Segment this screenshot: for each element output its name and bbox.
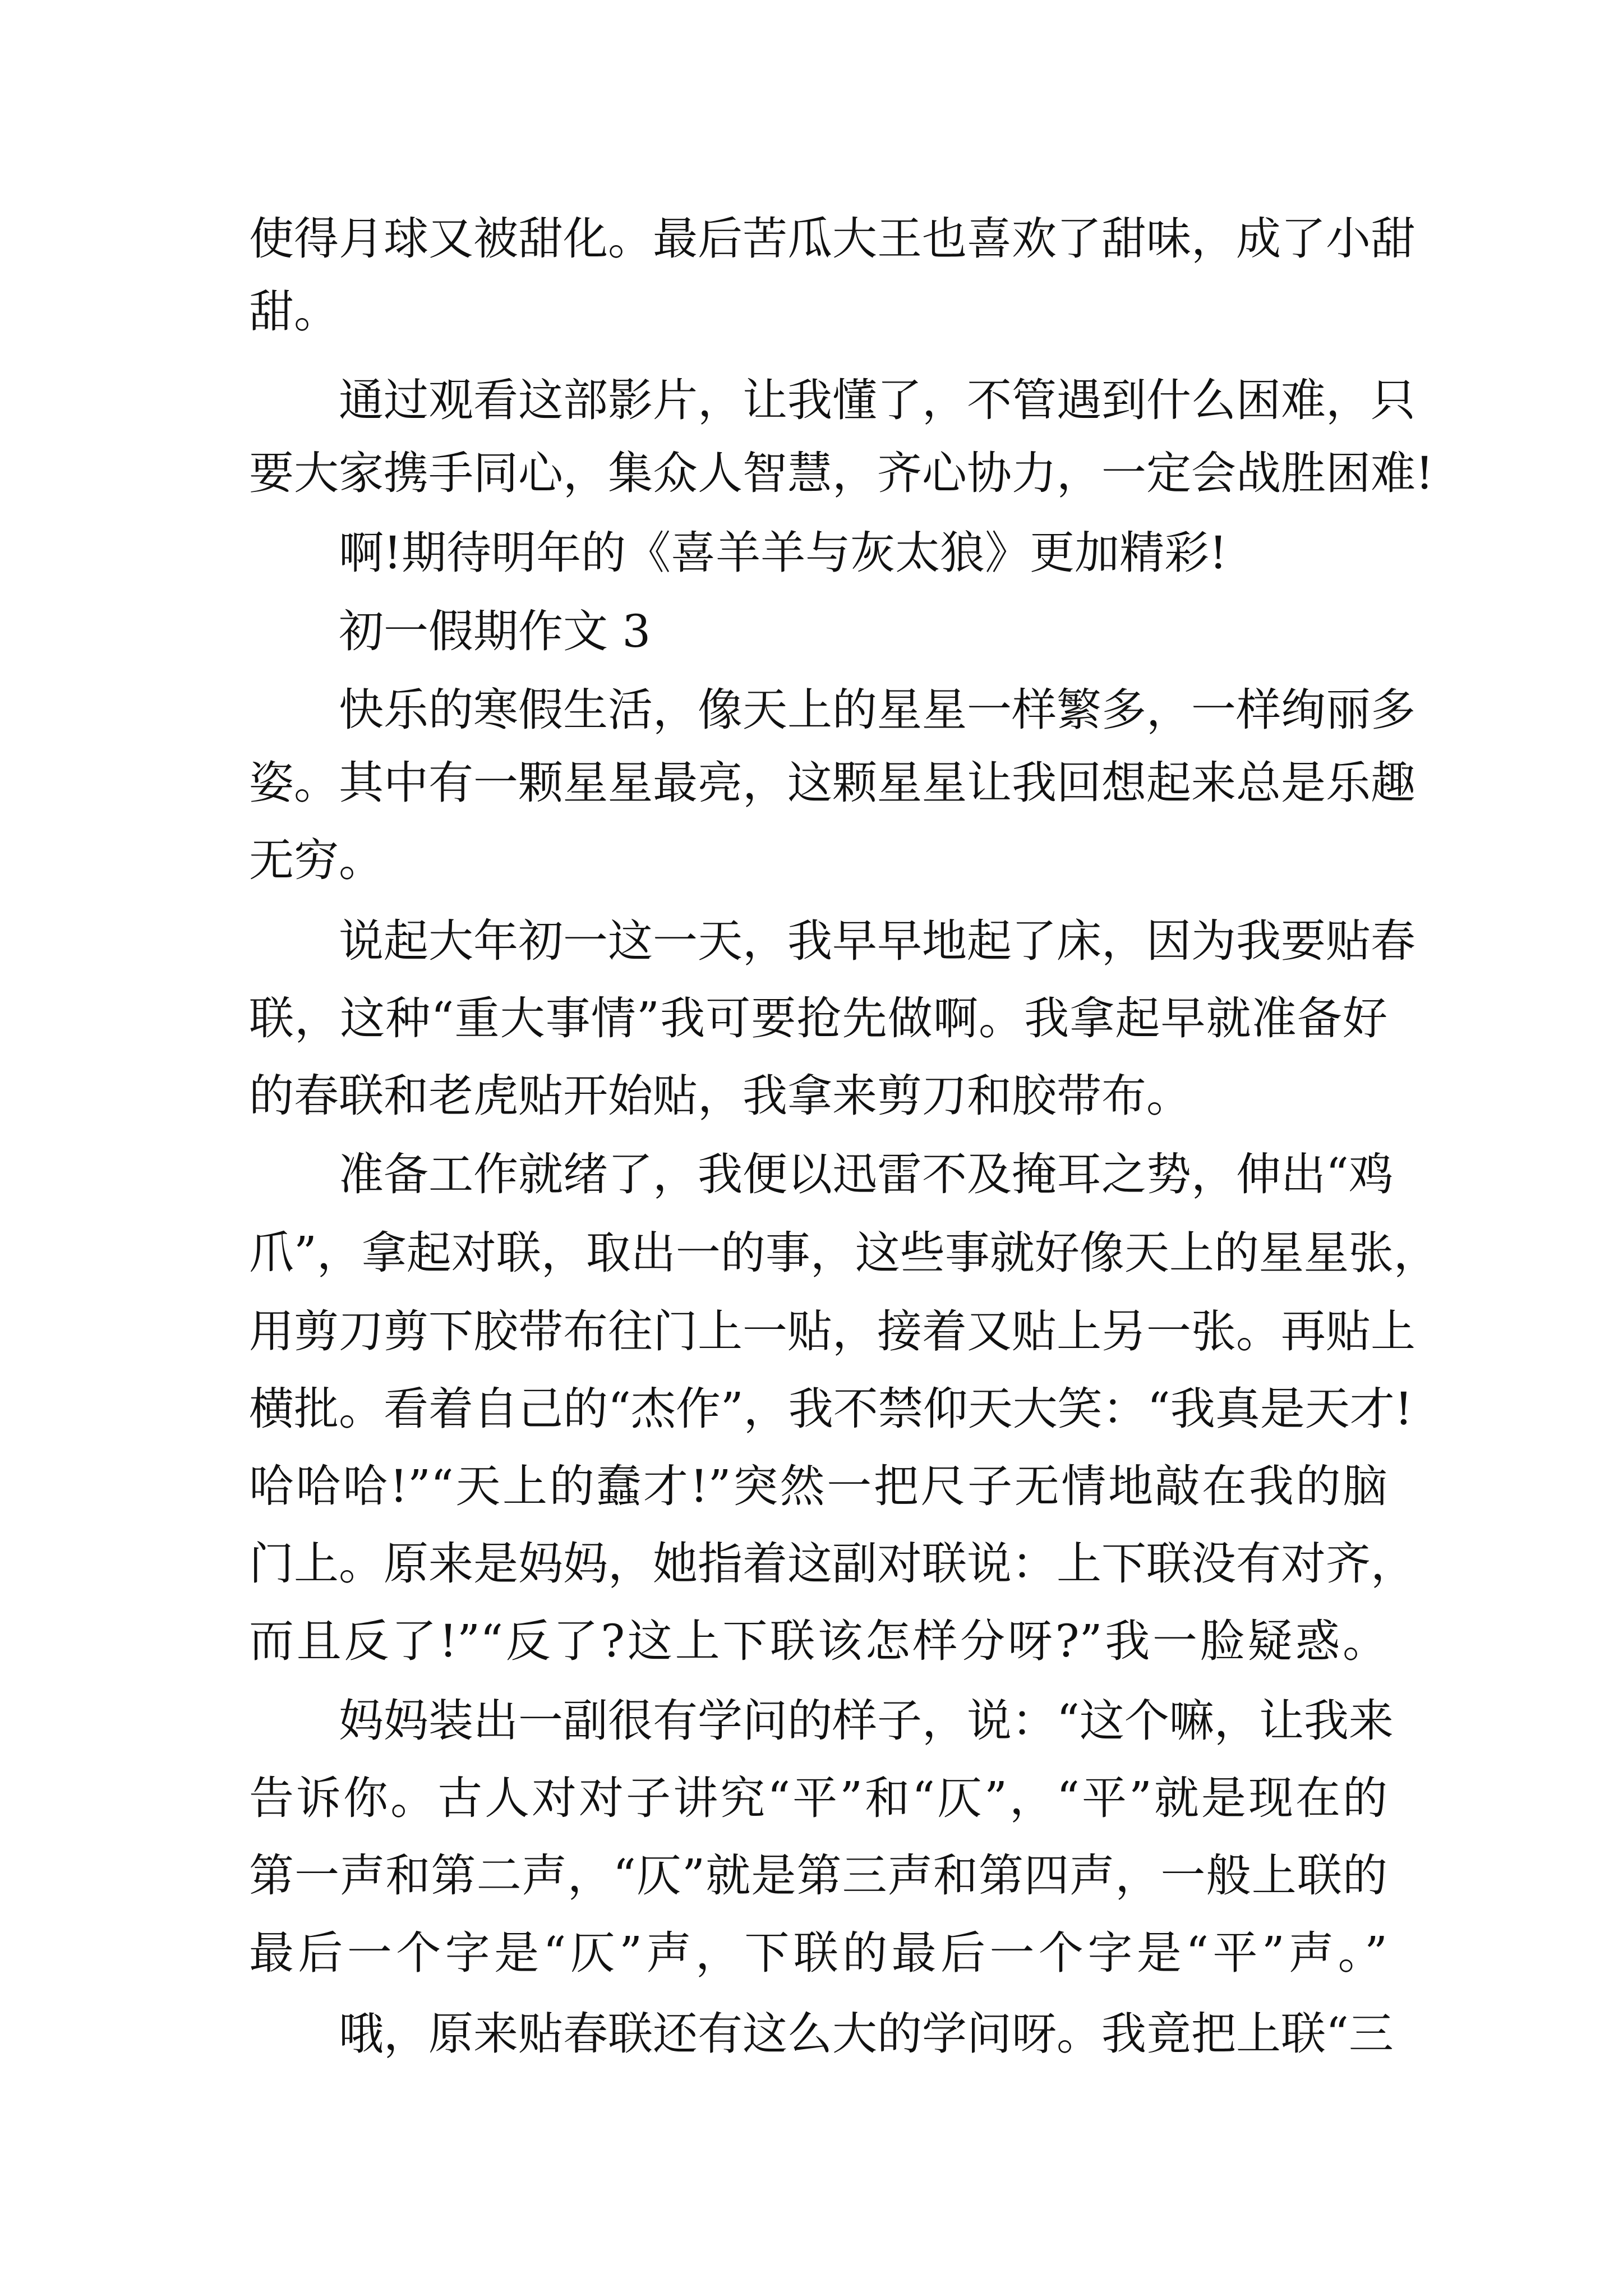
text-line: 要大家携手同心，集众人智慧，齐心协力，一定会战胜困难! <box>249 447 1434 499</box>
text-line: 无穷。 <box>249 834 384 886</box>
text-line: 用剪刀剪下胶带布往门上一贴，接着又贴上另一张。再贴上 <box>249 1305 1415 1358</box>
text-line: 的春联和老虎贴开始贴，我拿来剪刀和胶带布。 <box>249 1070 1191 1122</box>
text-line: 爪”，拿起对联，取出一的事，这些事就好像天上的星星张， <box>249 1227 1438 1279</box>
text-line: 妈妈装出一副很有学问的样子，说：“这个嘛，让我来 <box>339 1695 1394 1747</box>
text-line: 而且反了!”“反了?这上下联该怎样分呀?”我一脸疑惑。 <box>249 1615 1387 1667</box>
text-line: 哦，原来贴春联还有这么大的学问呀。我竟把上联“三 <box>339 2008 1394 2060</box>
text-line: 联，这种“重大事情”我可要抢先做啊。我拿起早就准备好 <box>249 992 1387 1045</box>
text-line: 快乐的寒假生活，像天上的星星一样繁多，一样绚丽多 <box>339 684 1415 736</box>
text-line: 哈哈哈!”“天上的蠢才!”突然一把尺子无情地敲在我的脑 <box>249 1460 1387 1512</box>
text-line: 通过观看这部影片，让我懂了，不管遇到什么困难，只 <box>339 374 1415 426</box>
text-line: 门上。原来是妈妈，她指着这副对联说：上下联没有对齐， <box>249 1538 1415 1590</box>
text-line: 甜。 <box>249 286 339 338</box>
text-line: 最后一个字是“仄”声，下联的最后一个字是“平”声。” <box>249 1927 1387 1979</box>
text-line: 说起大年初一这一天，我早早地起了床，因为我要贴春 <box>339 915 1415 967</box>
text-line: 啊!期待明年的《喜羊羊与灰太狼》更加精彩! <box>339 527 1228 579</box>
text-line: 第一声和第二声，“仄”就是第三声和第四声，一般上联的 <box>249 1849 1387 1902</box>
text-line: 告诉你。古人对对子讲究“平”和“仄”，“平”就是现在的 <box>249 1772 1387 1824</box>
text-line: 准备工作就绪了，我便以迅雷不及掩耳之势，伸出“鸡 <box>339 1148 1394 1200</box>
text-line: 姿。其中有一颗星星最亮，这颗星星让我回想起来总是乐趣 <box>249 757 1415 809</box>
section-heading: 初一假期作文 3 <box>339 605 651 657</box>
text-line: 横批。看着自己的“杰作”，我不禁仰天大笑：“我真是天才! <box>249 1383 1413 1435</box>
text-line: 使得月球又被甜化。最后苦瓜大王也喜欢了甜味，成了小甜 <box>249 213 1415 265</box>
